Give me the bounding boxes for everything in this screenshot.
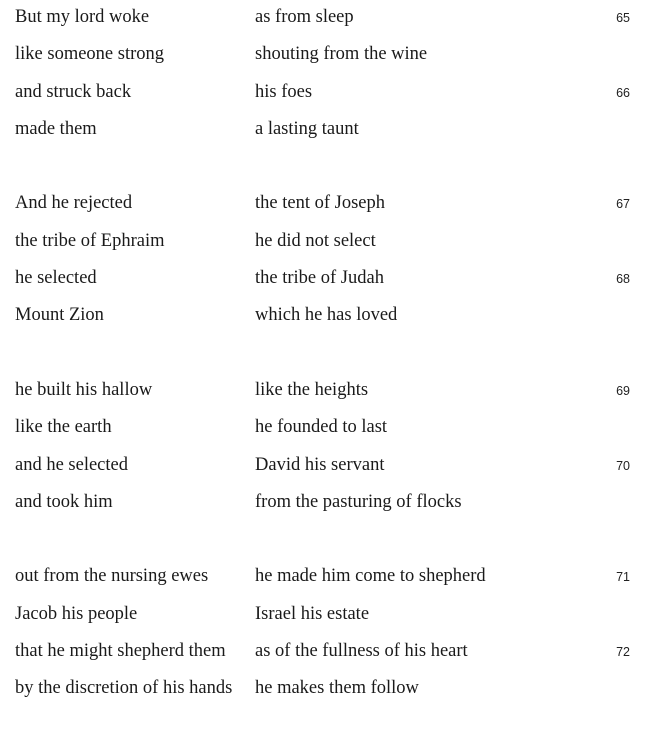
verse-line bbox=[15, 488, 645, 525]
verse-line bbox=[15, 227, 645, 264]
stanza bbox=[15, 562, 645, 711]
verse-line bbox=[15, 264, 645, 301]
line-first-half: he built his hallow bbox=[15, 379, 153, 400]
line-second-half: shouting from the wine bbox=[255, 44, 428, 65]
line-second-half: he founded to last bbox=[255, 417, 388, 438]
verse-line bbox=[15, 115, 645, 152]
verse-line bbox=[15, 40, 645, 77]
verse-line bbox=[15, 3, 645, 40]
line-first-half: But my lord woke bbox=[15, 7, 150, 27]
line-first-half: and struck back bbox=[15, 81, 132, 102]
verse-line bbox=[15, 562, 645, 599]
line-second-half: which he has loved bbox=[255, 305, 398, 326]
line-second-half: his foes bbox=[255, 81, 313, 102]
line-first-half: made them bbox=[15, 118, 97, 139]
verse-number: 67 bbox=[616, 197, 630, 212]
line-first-half: by the discretion of his hands bbox=[15, 678, 233, 699]
line-second-half: like the heights bbox=[255, 379, 369, 400]
verse-number: 69 bbox=[616, 383, 630, 398]
verse-number: 65 bbox=[616, 11, 630, 25]
line-second-half: a lasting taunt bbox=[255, 118, 359, 139]
line-second-half: he made him come to shepherd bbox=[255, 566, 486, 587]
line-second-half: Israel his estate bbox=[255, 603, 370, 624]
verse-line bbox=[15, 674, 645, 711]
verse-line bbox=[15, 301, 645, 338]
line-first-half: and he selected bbox=[15, 454, 128, 475]
stanza-break bbox=[15, 339, 645, 376]
line-first-half: Mount Zion bbox=[15, 305, 104, 326]
line-first-half: out from the nursing ewes bbox=[15, 566, 209, 587]
line-first-half: like the earth bbox=[15, 417, 112, 438]
line-second-half: the tribe of Judah bbox=[255, 268, 384, 289]
line-first-half: and took him bbox=[15, 491, 113, 512]
stanza bbox=[15, 3, 645, 152]
line-first-half: like someone strong bbox=[15, 44, 165, 65]
verse-number: 66 bbox=[616, 85, 630, 100]
poem-text bbox=[15, 3, 645, 712]
verse-line bbox=[15, 637, 645, 674]
line-first-half: Jacob his people bbox=[15, 603, 138, 624]
line-first-half: the tribe of Ephraim bbox=[15, 230, 165, 251]
line-first-half: that he might shepherd them bbox=[15, 641, 226, 662]
line-second-half: from the pasturing of flocks bbox=[255, 491, 462, 512]
verse-line bbox=[15, 451, 645, 488]
stanza bbox=[15, 189, 645, 338]
line-first-half: And he rejected bbox=[15, 193, 133, 214]
verse-line bbox=[15, 189, 645, 226]
verse-number: 72 bbox=[616, 645, 630, 660]
line-second-half: he did not select bbox=[255, 230, 376, 251]
verse-line bbox=[15, 376, 645, 413]
stanza-break bbox=[15, 152, 645, 189]
verse-number: 68 bbox=[616, 272, 630, 287]
stanza-break bbox=[15, 525, 645, 562]
line-second-half: the tent of Joseph bbox=[255, 193, 385, 214]
line-second-half: he makes them follow bbox=[255, 678, 419, 699]
line-first-half: he selected bbox=[15, 268, 97, 289]
verse-number: 70 bbox=[616, 458, 630, 473]
stanza bbox=[15, 376, 645, 525]
line-second-half: David his servant bbox=[255, 454, 385, 475]
line-second-half: as from sleep bbox=[255, 7, 354, 27]
verse-line bbox=[15, 78, 645, 115]
verse-line bbox=[15, 600, 645, 637]
verse-number: 71 bbox=[616, 570, 630, 585]
line-second-half: as of the fullness of his heart bbox=[255, 641, 468, 662]
verse-line bbox=[15, 413, 645, 450]
